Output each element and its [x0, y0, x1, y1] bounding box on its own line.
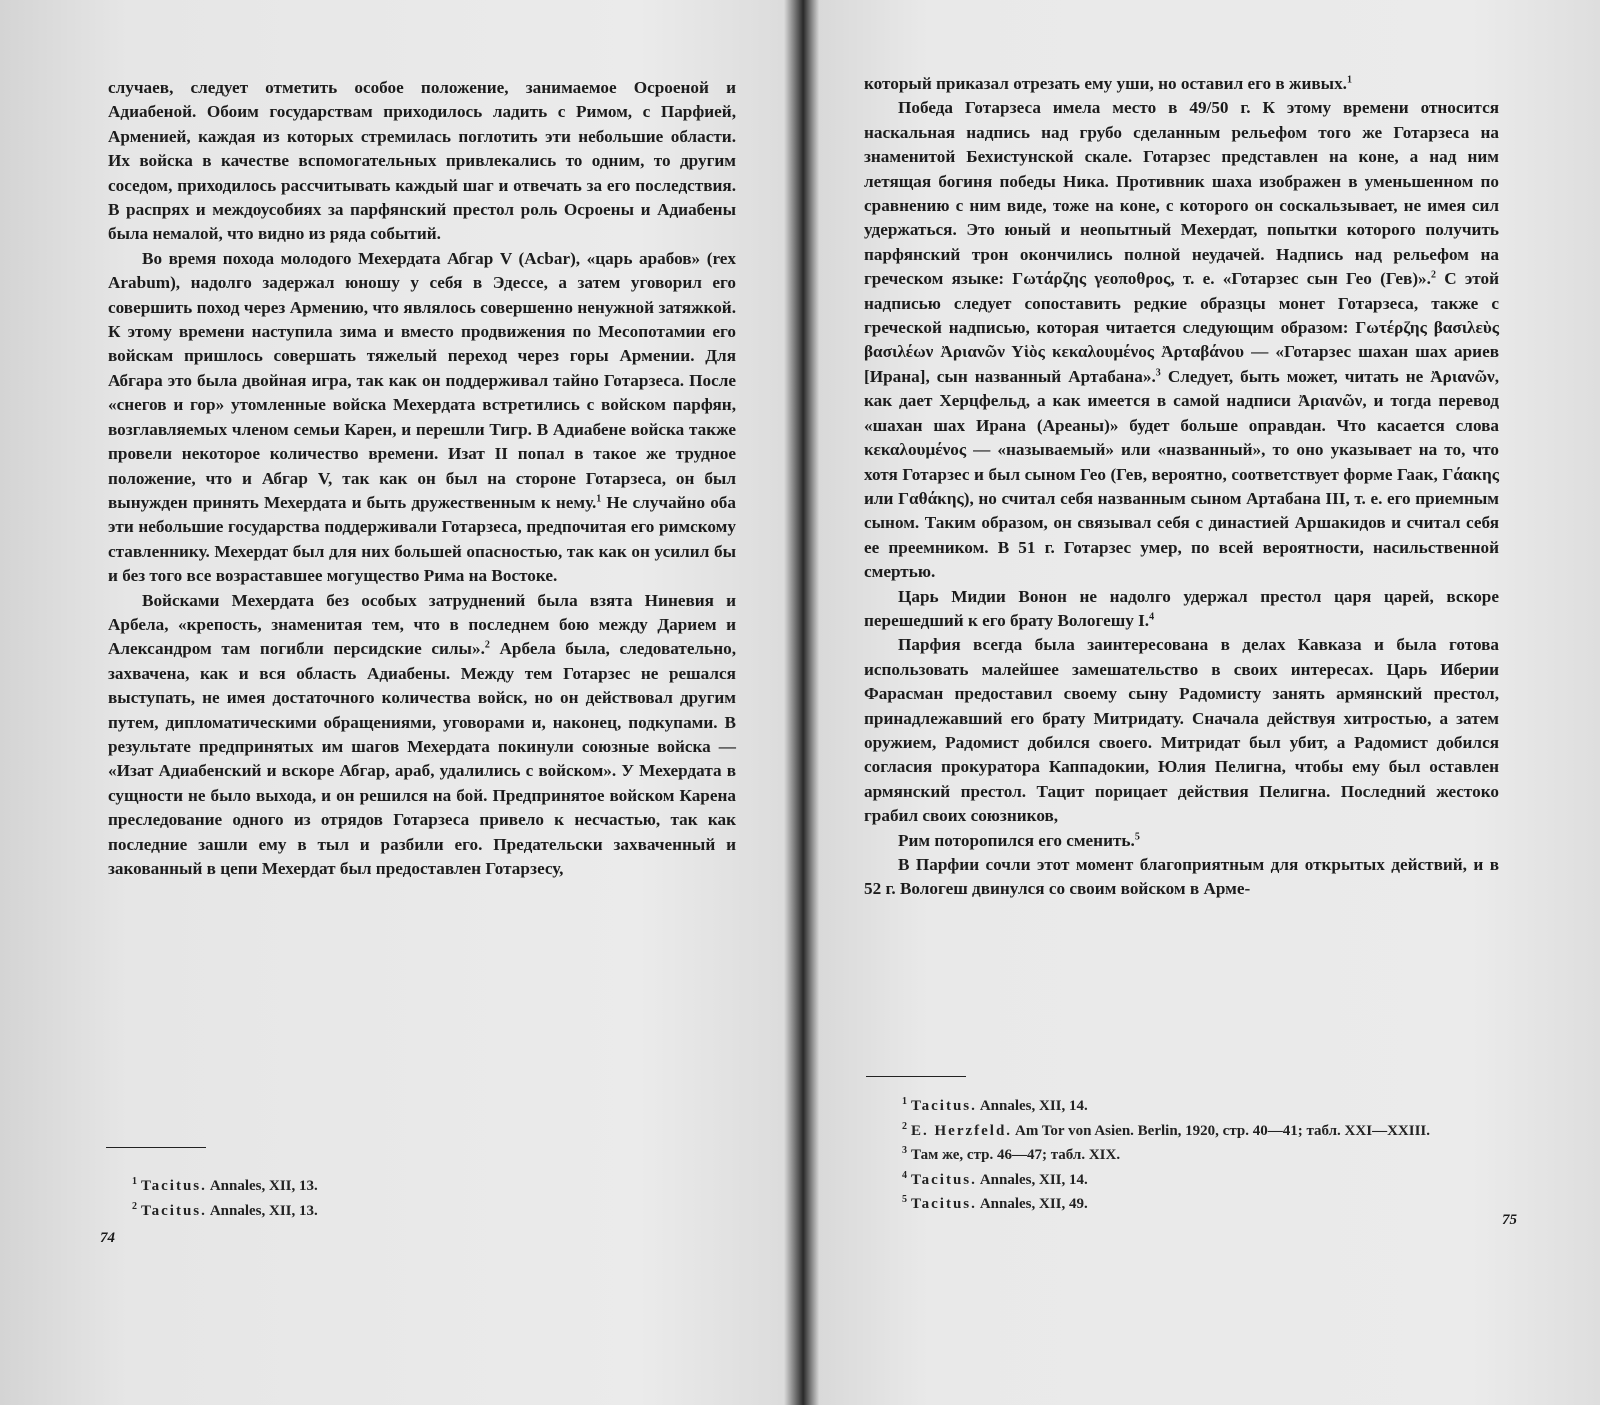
- footnote-author: E. Herzfeld.: [911, 1122, 1013, 1139]
- paragraph-text: Следует, быть может, читать не Ἀριανῶν, как дает Херцфельд, а как имеется в самой надписи Ἀριανῶν, и тогда перевод «шахан шах Ирана (Ареаны)» будет больше оправдан. Что касается слова κεκαλουμένος — «называемый» или «названный», то оно указывает на то, что хотя Готарзес и был сыном Гео (Гев, вероятно, соответствует форме Гаак, Γάακης или Γαθάκης), но считал себя названным сыном Артабана III, т. е. его приемным сыном. Таким образом, он связывал себя с династией Аршакидов и считал себя ее преемником. В 51 г. Готарзес умер, по всей вероятности, насильственной смертью.: [864, 366, 1500, 582]
- paragraph: [864, 829, 1499, 853]
- footnote-rule: [106, 1147, 206, 1148]
- footnote-number: 3: [902, 1145, 907, 1156]
- paragraph: [864, 633, 1499, 828]
- footnote-ref: 1: [1346, 74, 1352, 86]
- left-page: [0, 0, 790, 1405]
- footnote-number: 1: [132, 1176, 137, 1187]
- paragraph-text: Во время похода молодого Мехердата Абгар V (Acbar), «царь арабов» (rex Arabum), надолго задержал юношу у себя в Эдессе, а затем уговорил его совершить поход через Армению, что являлось совершенно ненужной затяжкой. К этому времени наступила зима и вместо продвижения по Месопотамии его войскам пришлось совершать тяжелый переход через горы Армении. Для Абгара это была двойная игра, так как он поддерживал тайно Готарзеса. После «снегов и гор» утомленные войска Мехердата встретились с войском парфян, возглавляемых членом семьи Карен, и перешли Тигр. В Адиабене войска также провели некоторое количество времени. Изат II попал в такое же трудное положение, что и Абгар V, так как он был на стороне Готарзеса, он был вынужден принять Мехердата и быть дружественным к нему.: [108, 248, 736, 512]
- paragraph-text: Победа Готарзеса имела место в 49/50 г. К этому времени относится наскальная надпись над грубо сделанным рельефом того же Готарзеса на знаменитой Бехистунской скале. Готарзес представлен на коне, а над ним летящая богиня победы Ника. Противник шаха изображен в уменьшенном по сравнению с ним виде, тоже на коне, с которого он соскальзывает, не имея сил удержаться. Это юный и неопытный Мехердат, попытки которого получить парфянский трон окончились полной неудачей. Надпись над рельефом на греческом языке: Γωτάρζης γεοποθρος, т. е. «Готарзес сын Гео (Гев)».: [864, 98, 1499, 289]
- footnote-number: 1: [902, 1096, 907, 1107]
- footnote-author: Tacitus.: [911, 1171, 977, 1188]
- right-page-body: [864, 72, 1499, 902]
- footnotes: [864, 1092, 1504, 1215]
- footnotes: [132, 1172, 732, 1221]
- footnote: [132, 1172, 732, 1197]
- right-page: [812, 0, 1600, 1405]
- paragraph-text: который приказал отрезать ему уши, но оставил его в живых.: [864, 74, 1347, 93]
- footnote-ref: 5: [1134, 830, 1140, 842]
- paragraph: [864, 853, 1499, 902]
- paragraph: [108, 589, 736, 882]
- paragraph: [864, 585, 1499, 634]
- footnote: [864, 1166, 1504, 1191]
- paragraph-text: Царь Мидии Вонон не надолго удержал престол царя царей, вскоре перешедший к его брату Вологешу I.: [864, 586, 1499, 630]
- footnote: [864, 1141, 1504, 1166]
- footnote-number: 4: [902, 1169, 907, 1181]
- paragraph-text: Не случайно оба эти небольшие государства поддерживали Готарзеса, предпочитая его римскому ставленнику. Мехердат был для них большей опасностью, так как он усилил бы и без того все возраставшее могущество Рима на Востоке.: [108, 492, 736, 586]
- left-page-body: [108, 76, 736, 881]
- paragraph: [108, 247, 736, 589]
- footnote-rule: [866, 1076, 966, 1077]
- footnote-author: Tacitus.: [141, 1178, 207, 1194]
- paragraph-text: Войсками Мехердата без особых затруднений была взята Ниневия и Арбела, «крепость, знаменитая тем, что в последнем бою между Дарием и Александром там погибли персидские силы».: [108, 590, 736, 659]
- paragraph-text: С этой надписью следует сопоставить редкие образцы монет Готарзеса, также с греческой надписью, которая читается следующим образом: Γωτέρζης βασιλεὺς βασιλέων Ἀριανῶν Υἱὸς κεκαλουμένος Ἀρταβάνου — «Готарзес шахан шах ариев [Ирана], сын названный Артабана».: [864, 269, 1499, 386]
- footnote-number: 2: [132, 1200, 137, 1212]
- paragraph: [864, 96, 1499, 584]
- footnote-author: Tacitus.: [911, 1098, 977, 1114]
- paragraph-text: В Парфии сочли этот момент благоприятным для открытых действий, и в 52 г. Вологеш двинулся со своим войском в Арме-: [864, 855, 1499, 899]
- footnote: [864, 1092, 1504, 1117]
- footnote-ref: 3: [1155, 367, 1161, 379]
- footnote-text: Там же, стр. 46—47; табл. XIX.: [911, 1147, 1121, 1163]
- page-number: 74: [100, 1230, 115, 1246]
- footnote-text: Annales, XII, 14.: [979, 1098, 1088, 1114]
- paragraph-text: Парфия всегда была заинтересована в делах Кавказа и была готова использовать малейшее замешательство в своих интересах. Царь Иберии Фарасман предоставил своему сыну Радомисту занять армянский престол, принадлежавший его брату Митридату. Сначала действуя хитростью, а затем оружием, Радомист добился своего. Митридат был убит, а Радомист добился согласия прокуратора Каппадокии, Юлия Пелигна, чтобы ему был оставлен армянский престол. Тацит порицает действия Пелигна. Последний жестоко грабил своих союзников,: [864, 635, 1499, 826]
- footnote-ref: 4: [1149, 611, 1155, 623]
- page-number: 75: [1502, 1212, 1517, 1228]
- footnote-ref: 2: [1430, 269, 1436, 281]
- footnote-text: Annales, XII, 49.: [979, 1196, 1088, 1212]
- footnote-text: Annales, XII, 14.: [979, 1171, 1088, 1188]
- footnote-author: Tacitus.: [911, 1196, 977, 1212]
- paragraph-text: Арбела была, следовательно, захвачена, как и вся область Адиабены. Между тем Готарзес не решался выступать, не имея достаточного количества войск, но он действовал другим путем, дипломатическими обращениями, уговорами и, наконец, подкупами. В результате предпринятых им шагов Мехердата покинули союзные войска — «Изат Адиабенский и вскоре Абгар, араб, удалились с войском». У Мехердата в сущности не было выхода, и он решился на бой. Предпринятое войском Карена преследование одного из отрядов Готарзеса привело к несчастью, так как последние зашли ему в тыл и разбили его. Предательски захваченный и закованный в цепи Мехердат был предоставлен Готарзесу,: [108, 639, 736, 878]
- paragraph-text: случаев, следует отметить особое положение, занимаемое Осроеной и Адиабеной. Обоим государствам приходилось ладить с Римом, с Парфией, Арменией, каждая из которых стремилась поглотить эти небольшие области. Их войска в качестве вспомогательных привлекались то одним, то другим соседом, приходилось рассчитывать каждый шаг и отвечать за его последствия. В распрях и междоусобиях за парфянский престол роль Осроены и Адиабены была немалой, что видно из ряда событий.: [108, 78, 736, 244]
- footnote: [132, 1197, 732, 1222]
- footnote-ref: 2: [484, 639, 490, 651]
- footnote-ref: 1: [596, 493, 602, 505]
- paragraph: [108, 76, 736, 247]
- footnote: [864, 1117, 1504, 1142]
- footnote-number: 5: [902, 1194, 907, 1205]
- footnote: [864, 1190, 1504, 1215]
- footnote-text: Annales, XII, 13.: [209, 1202, 318, 1219]
- paragraph-text: Рим поторопился его сменить.: [898, 830, 1135, 850]
- footnote-text: Annales, XII, 13.: [209, 1178, 318, 1194]
- paragraph: [864, 72, 1499, 96]
- footnote-author: Tacitus.: [141, 1202, 207, 1219]
- footnote-text: Am Tor von Asien. Berlin, 1920, стр. 40—41; табл. XXI—XXIII.: [1015, 1122, 1430, 1139]
- footnote-number: 2: [902, 1120, 907, 1132]
